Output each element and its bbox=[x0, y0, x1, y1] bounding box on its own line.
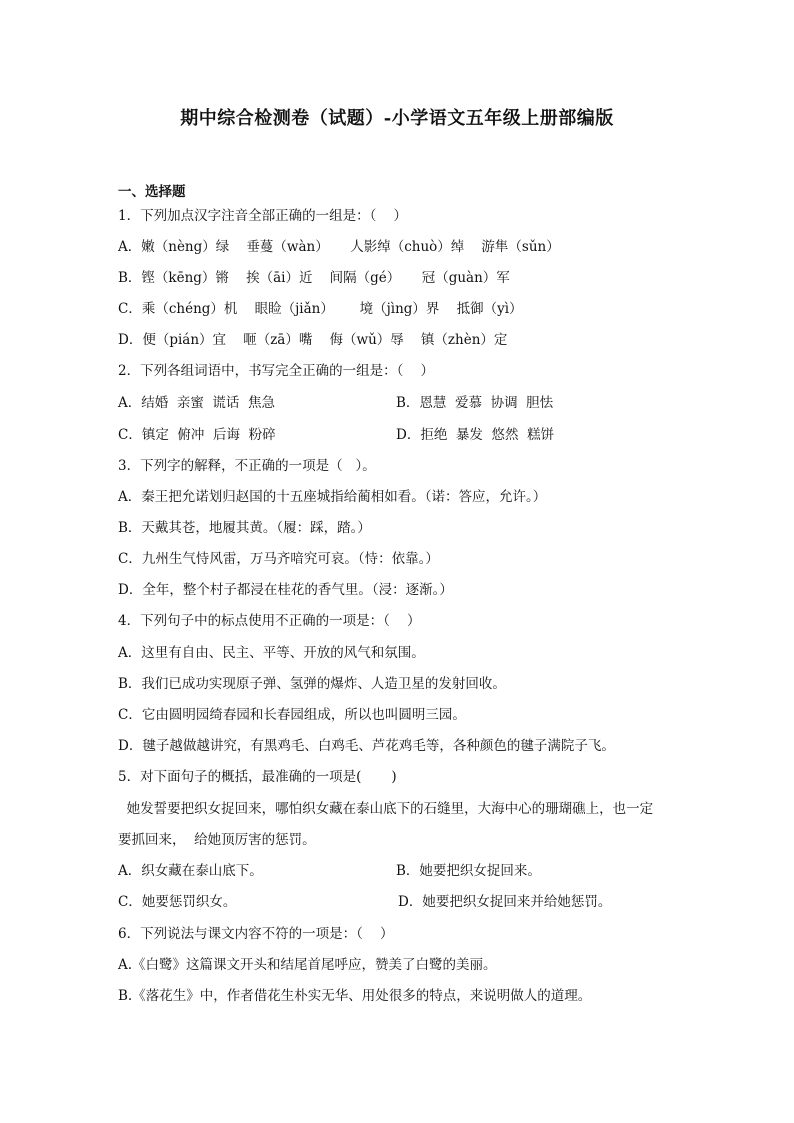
section-heading: 一、选择题 bbox=[118, 184, 186, 200]
question-2-option-c: C．镇定 俯冲 后诲 粉碎 bbox=[118, 427, 276, 443]
question-5-option-b: B．她要把织女捉回来。 bbox=[396, 863, 541, 879]
question-5-passage-line-1: 她发誓要把织女捉回来，哪怕织女藏在泰山底下的石缝里，大海中心的珊瑚礁上，也一定 bbox=[118, 801, 654, 817]
question-6-option-b: B.《落花生》中，作者借花生朴实无华、用处很多的特点，来说明做人的道理。 bbox=[118, 988, 592, 1004]
question-3-stem: 3．下列字的解释，不正确的一项是（ ）。 bbox=[118, 458, 376, 474]
question-4-option-d: D．毽子越做越讲究，有黑鸡毛、白鸡毛、芦花鸡毛等，各种颜色的毽子满院子飞。 bbox=[118, 738, 615, 754]
question-5-option-a: A．织女藏在泰山底下。 bbox=[118, 863, 263, 879]
question-1-option-a: A．嫩（nèng）绿 垂蔓（wàn） 人影绰（chuò）绰 游隼（sǔn） bbox=[118, 239, 560, 255]
question-1-option-d: D．便（pián）宜 咂（zā）嘴 侮（wǔ）辱 镇（zhèn）定 bbox=[118, 332, 508, 348]
question-3-option-d: D．全年，整个村子都浸在桂花的香气里。（浸：逐渐。） bbox=[118, 582, 453, 598]
question-3-option-a: A．秦王把允诺划归赵国的十五座城指给蔺相如看。（诺：答应，允许。） bbox=[118, 489, 547, 505]
question-1-option-c: C．乘（chéng）机 眼睑（jiǎn） 境（jìng）界 抵御（yì） bbox=[118, 301, 523, 317]
question-1-stem: 1．下列加点汉字注音全部正确的一组是：（ ） bbox=[118, 208, 408, 224]
question-4-option-b: B．我们已成功实现原子弹、氢弹的爆炸、人造卫星的发射回收。 bbox=[118, 676, 506, 692]
question-5-stem: 5．对下面句子的概括，最准确的一项是( ) bbox=[118, 769, 397, 785]
question-2-stem: 2．下列各组词语中，书写完全正确的一组是：（ ） bbox=[118, 363, 435, 379]
question-4-option-a: A．这里有自由、民主、平等、开放的风气和氛围。 bbox=[118, 645, 425, 661]
question-3-option-c: C．九州生气恃风雷，万马齐喑究可哀。（恃：依靠。） bbox=[118, 551, 439, 567]
question-4-option-c: C．它由圆明园绮春园和长春园组成，所以也叫圆明三园。 bbox=[118, 707, 466, 723]
question-6-stem: 6．下列说法与课文内容不符的一项是：（ ） bbox=[118, 926, 394, 942]
question-2-option-d: D．拒绝 暴发 悠然 糕饼 bbox=[396, 427, 555, 443]
question-3-option-b: B．天戴其苍，地履其黄。（履：踩，踏。） bbox=[118, 520, 371, 536]
question-2-option-a: A．结婚 亲蜜 谎话 焦急 bbox=[118, 395, 275, 411]
question-6-option-a: A.《白鹭》这篇课文开头和结尾首尾呼应，赞美了白鹭的美丽。 bbox=[118, 957, 497, 973]
question-2-option-b: B．恩慧 爱慕 协调 胆怯 bbox=[396, 395, 554, 411]
question-5-passage-line-2: 要抓回来， 给她顶厉害的惩罚。 bbox=[118, 832, 316, 848]
question-4-stem: 4．下列句子中的标点使用不正确的一项是：（ ） bbox=[118, 613, 421, 629]
question-5-option-d: D．她要把织女捉回来并给她惩罚。 bbox=[398, 894, 612, 910]
question-5-option-c: C．她要惩罚织女。 bbox=[118, 894, 237, 910]
question-1-option-b: B．铿（kēng）锵 挨（āi）近 间隔（gé） 冠（guàn）军 bbox=[118, 270, 510, 286]
page-title: 期中综合检测卷（试题）-小学语文五年级上册部编版 bbox=[180, 108, 614, 129]
